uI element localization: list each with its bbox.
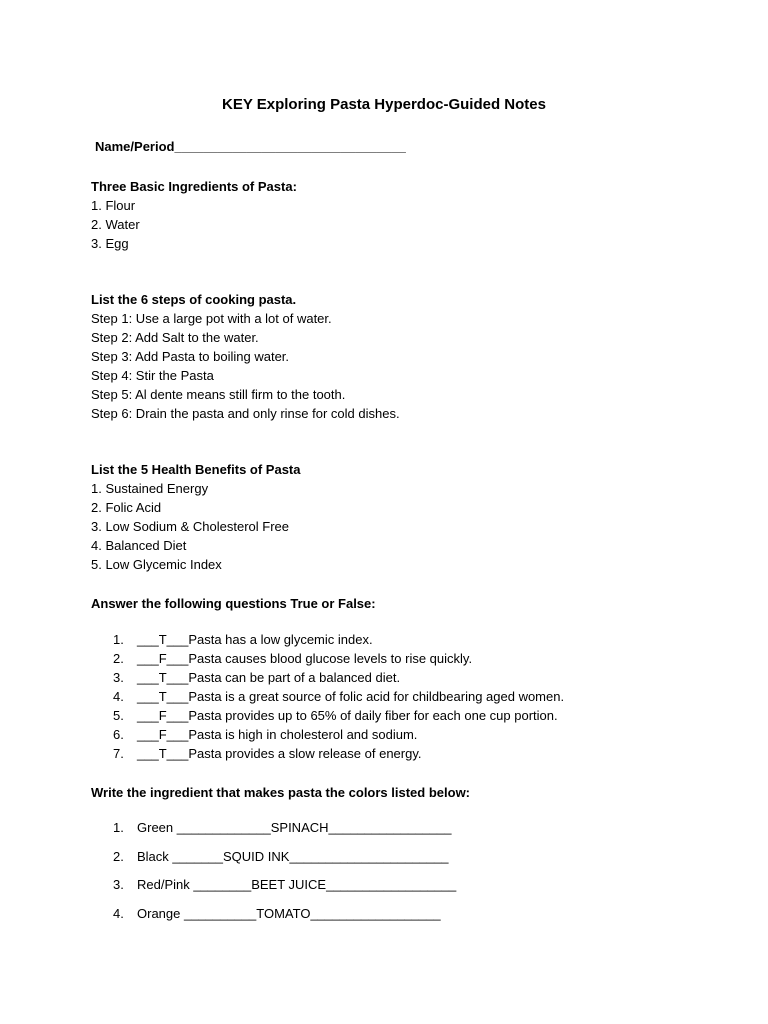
ingredient-item: 3. Egg <box>91 236 129 251</box>
ingredient-item: 1. Flour <box>91 198 136 213</box>
list-number: 3. <box>113 670 124 685</box>
step-item: Step 6: Drain the pasta and only rinse for cold dishes. <box>91 406 400 421</box>
list-text: ___F___Pasta is high in cholesterol and sodium. <box>137 727 418 742</box>
list-text: Red/Pink ________BEET JUICE__________________ <box>137 877 457 893</box>
list-number: 4. <box>113 906 124 922</box>
list-number: 2. <box>113 651 124 666</box>
name-period-field: Name/Period________________________________ <box>95 139 406 154</box>
list-number: 6. <box>113 727 124 742</box>
list-text: Green _____________SPINACH_________________ <box>137 820 452 835</box>
list-item <box>113 877 456 906</box>
true-false-heading-wrap <box>91 594 376 613</box>
list-number: 7. <box>113 746 124 761</box>
steps-section <box>91 290 400 423</box>
benefit-item: 1. Sustained Energy <box>91 481 209 496</box>
list-number: 1. <box>113 632 124 647</box>
list-text: ___T___Pasta has a low glycemic index. <box>137 632 373 647</box>
true-false-heading: Answer the following questions True or False: <box>91 596 376 611</box>
page-title: KEY Exploring Pasta Hyperdoc-Guided Notes <box>222 96 546 113</box>
benefit-item: 3. Low Sodium & Cholesterol Free <box>91 519 289 534</box>
list-item <box>113 706 564 725</box>
list-number: 1. <box>113 820 124 835</box>
list-item <box>113 744 564 763</box>
benefit-item: 4. Balanced Diet <box>91 538 187 553</box>
list-item <box>113 725 564 744</box>
colors-heading-wrap <box>91 783 470 802</box>
benefit-item: 2. Folic Acid <box>91 500 162 515</box>
list-number: 3. <box>113 877 124 893</box>
ingredient-item: 2. Water <box>91 217 140 232</box>
list-text: ___F___Pasta provides up to 65% of daily fiber for each one cup portion. <box>137 708 558 723</box>
step-item: Step 4: Stir the Pasta <box>91 368 214 383</box>
step-item: Step 2: Add Salt to the water. <box>91 330 259 345</box>
ingredients-heading: Three Basic Ingredients of Pasta: <box>91 179 297 194</box>
list-text: ___T___Pasta can be part of a balanced diet. <box>137 670 401 685</box>
list-text: ___F___Pasta causes blood glucose levels to rise quickly. <box>137 651 473 666</box>
list-item <box>113 687 564 706</box>
list-item <box>113 906 456 935</box>
benefits-heading: List the 5 Health Benefits of Pasta <box>91 462 301 477</box>
true-false-list <box>113 630 564 763</box>
ingredients-section <box>91 177 297 253</box>
list-item <box>113 820 456 849</box>
steps-heading: List the 6 steps of cooking pasta. <box>91 292 297 307</box>
list-text: Black _______SQUID INK______________________ <box>137 848 449 864</box>
benefit-item: 5. Low Glycemic Index <box>91 557 222 572</box>
list-item <box>113 668 564 687</box>
list-item <box>113 630 564 649</box>
step-item: Step 5: Al dente means still firm to the tooth. <box>91 387 346 402</box>
list-item <box>113 649 564 668</box>
step-item: Step 3: Add Pasta to boiling water. <box>91 349 290 364</box>
list-text: ___T___Pasta provides a slow release of energy. <box>137 746 422 761</box>
colors-heading: Write the ingredient that makes pasta the colors listed below: <box>91 785 471 800</box>
list-item <box>113 849 456 878</box>
list-text: ___T___Pasta is a great source of folic acid for childbearing aged women. <box>137 689 565 704</box>
step-item: Step 1: Use a large pot with a lot of water. <box>91 311 332 326</box>
list-number: 4. <box>113 689 124 704</box>
colors-list <box>113 820 456 935</box>
list-text: Orange __________TOMATO__________________ <box>137 906 441 922</box>
benefits-section <box>91 460 301 574</box>
list-number: 2. <box>113 848 124 864</box>
list-number: 5. <box>113 708 124 723</box>
